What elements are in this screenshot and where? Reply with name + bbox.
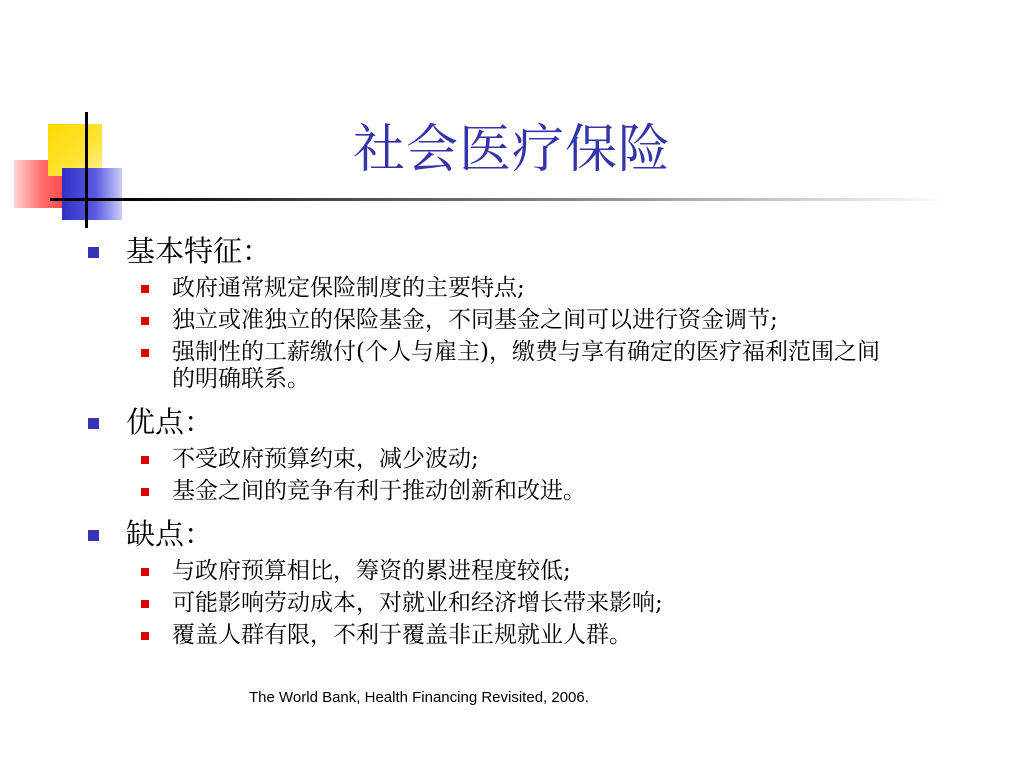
slide-title: 社会医疗保险 <box>352 120 671 180</box>
list-item <box>86 275 892 302</box>
red-square-bullet-icon <box>141 317 149 325</box>
blue-square-bullet-icon <box>88 247 99 258</box>
list-item-text: 独立或准独立的保险基金，不同基金之间可以进行资金调节; <box>172 307 778 333</box>
features-list <box>86 275 946 393</box>
list-item <box>86 590 892 617</box>
title-underline <box>50 198 950 201</box>
slide-content <box>86 230 946 659</box>
section-heading-text: 优点： <box>126 405 214 439</box>
red-square-bullet-icon <box>141 285 149 293</box>
section-heading-advantages <box>86 403 946 441</box>
red-square-bullet-icon <box>141 568 149 576</box>
list-item-text: 强制性的工薪缴付(个人与雇主)，缴费与享有确定的医疗福利范围之间的明确联系。 <box>172 339 880 392</box>
section-heading-text: 缺点： <box>126 517 214 551</box>
list-item-text: 可能影响劳动成本，对就业和经济增长带来影响; <box>172 590 663 616</box>
red-square-bullet-icon <box>141 632 149 640</box>
list-item <box>86 558 892 585</box>
list-item-text: 覆盖人群有限，不利于覆盖非正规就业人群。 <box>172 622 632 648</box>
disadvantages-list <box>86 558 946 649</box>
list-item <box>86 478 892 505</box>
list-item <box>86 622 892 649</box>
red-square-bullet-icon <box>141 349 149 357</box>
list-item-text: 不受政府预算约束，减少波动; <box>172 446 479 472</box>
section-heading-features <box>86 232 946 270</box>
list-item <box>86 307 892 334</box>
source-footnote: The World Bank, Health Financing Revisited, 2006. <box>249 689 589 706</box>
list-item-text: 基金之间的竞争有利于推动创新和改进。 <box>172 478 586 504</box>
advantages-list <box>86 446 946 505</box>
list-item <box>86 339 892 393</box>
list-item-text: 与政府预算相比，筹资的累进程度较低; <box>172 558 571 584</box>
red-square-bullet-icon <box>141 600 149 608</box>
red-square-bullet-icon <box>141 456 149 464</box>
list-item <box>86 446 892 473</box>
blue-square-bullet-icon <box>88 530 99 541</box>
section-heading-text: 基本特征： <box>126 234 272 268</box>
red-square-bullet-icon <box>141 488 149 496</box>
section-heading-disadvantages <box>86 515 946 553</box>
list-item-text: 政府通常规定保险制度的主要特点; <box>172 275 525 301</box>
blue-square-bullet-icon <box>88 418 99 429</box>
